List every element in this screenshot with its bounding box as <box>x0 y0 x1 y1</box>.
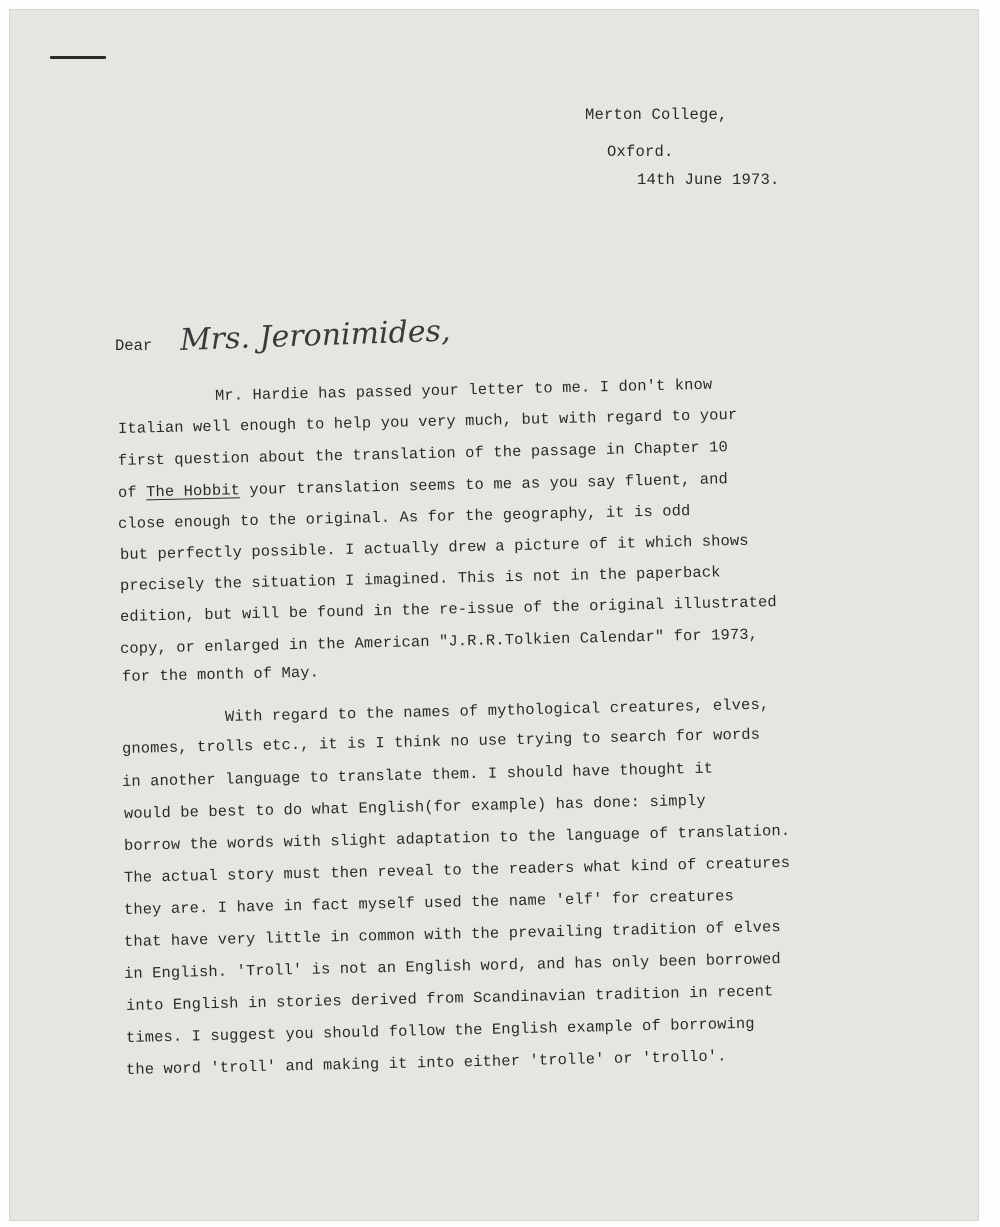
para1-line: first question about the translation of the passage in Chapter 10 <box>117 438 729 470</box>
letterhead-college: Merton College, <box>585 106 728 124</box>
para1-line: close enough to the original. As for the geography, it is odd <box>117 502 691 533</box>
book-title-the-hobbit: The Hobbit <box>145 481 241 502</box>
para1-line <box>118 470 728 502</box>
para2-line: The actual story must then reveal to the readers what kind of creatures <box>123 853 791 887</box>
para2-line: in another language to translate them. I should have thought it <box>121 759 714 791</box>
para2-line: With regard to the names of mythological creatures, elves, <box>224 695 770 726</box>
para1-line: copy, or enlarged in the American "J.R.R.Tolkien Calendar" for 1973, <box>119 625 759 658</box>
para2-line: gnomes, trolls etc., it is I think no use trying to search for words <box>121 725 761 758</box>
salutation-dear: Dear <box>115 337 153 355</box>
para1-line: edition, but will be found in the re-issue of the original illustrated <box>119 593 778 626</box>
para1-line: Mr. Hardie has passed your letter to me. I don't know <box>214 375 713 405</box>
letter-page <box>10 10 978 1220</box>
letterhead-city: Oxford. <box>607 143 674 161</box>
para2-line: that have very little in common with the prevailing tradition of elves <box>123 918 782 951</box>
para2-line: into English in stories derived from Scandinavian tradition in recent <box>125 982 774 1015</box>
para2-line: the word 'troll' and making it into either 'trolle' or 'trollo'. <box>125 1047 727 1079</box>
para1-line4-rest: your translation seems to me as you say fluent, and <box>249 470 729 500</box>
para1-of: of <box>117 483 137 502</box>
margin-dash <box>50 56 106 59</box>
salutation-handwritten-name: Mrs. Jeronimides, <box>179 313 452 358</box>
para2-line: in English. 'Troll' is not an English word, and has only been borrowed <box>123 950 782 983</box>
para2-line: times. I suggest you should follow the English example of borrowing <box>125 1014 755 1047</box>
letter-date: 14th June 1973. <box>637 171 780 189</box>
para1-line: precisely the situation I imagined. This is not in the paperback <box>119 563 721 595</box>
para2-line: borrow the words with slight adaptation to the language of translation. <box>123 821 791 855</box>
para1-line: for the month of May. <box>121 663 320 686</box>
para2-line: would be best to do what English(for example) has done: simply <box>123 791 706 823</box>
para1-line: Italian well enough to help you very much, but with regard to your <box>117 405 738 438</box>
para2-line: they are. I have in fact myself used the name 'elf' for creatures <box>123 887 735 919</box>
para1-line: but perfectly possible. I actually drew a picture of it which shows <box>119 531 749 564</box>
